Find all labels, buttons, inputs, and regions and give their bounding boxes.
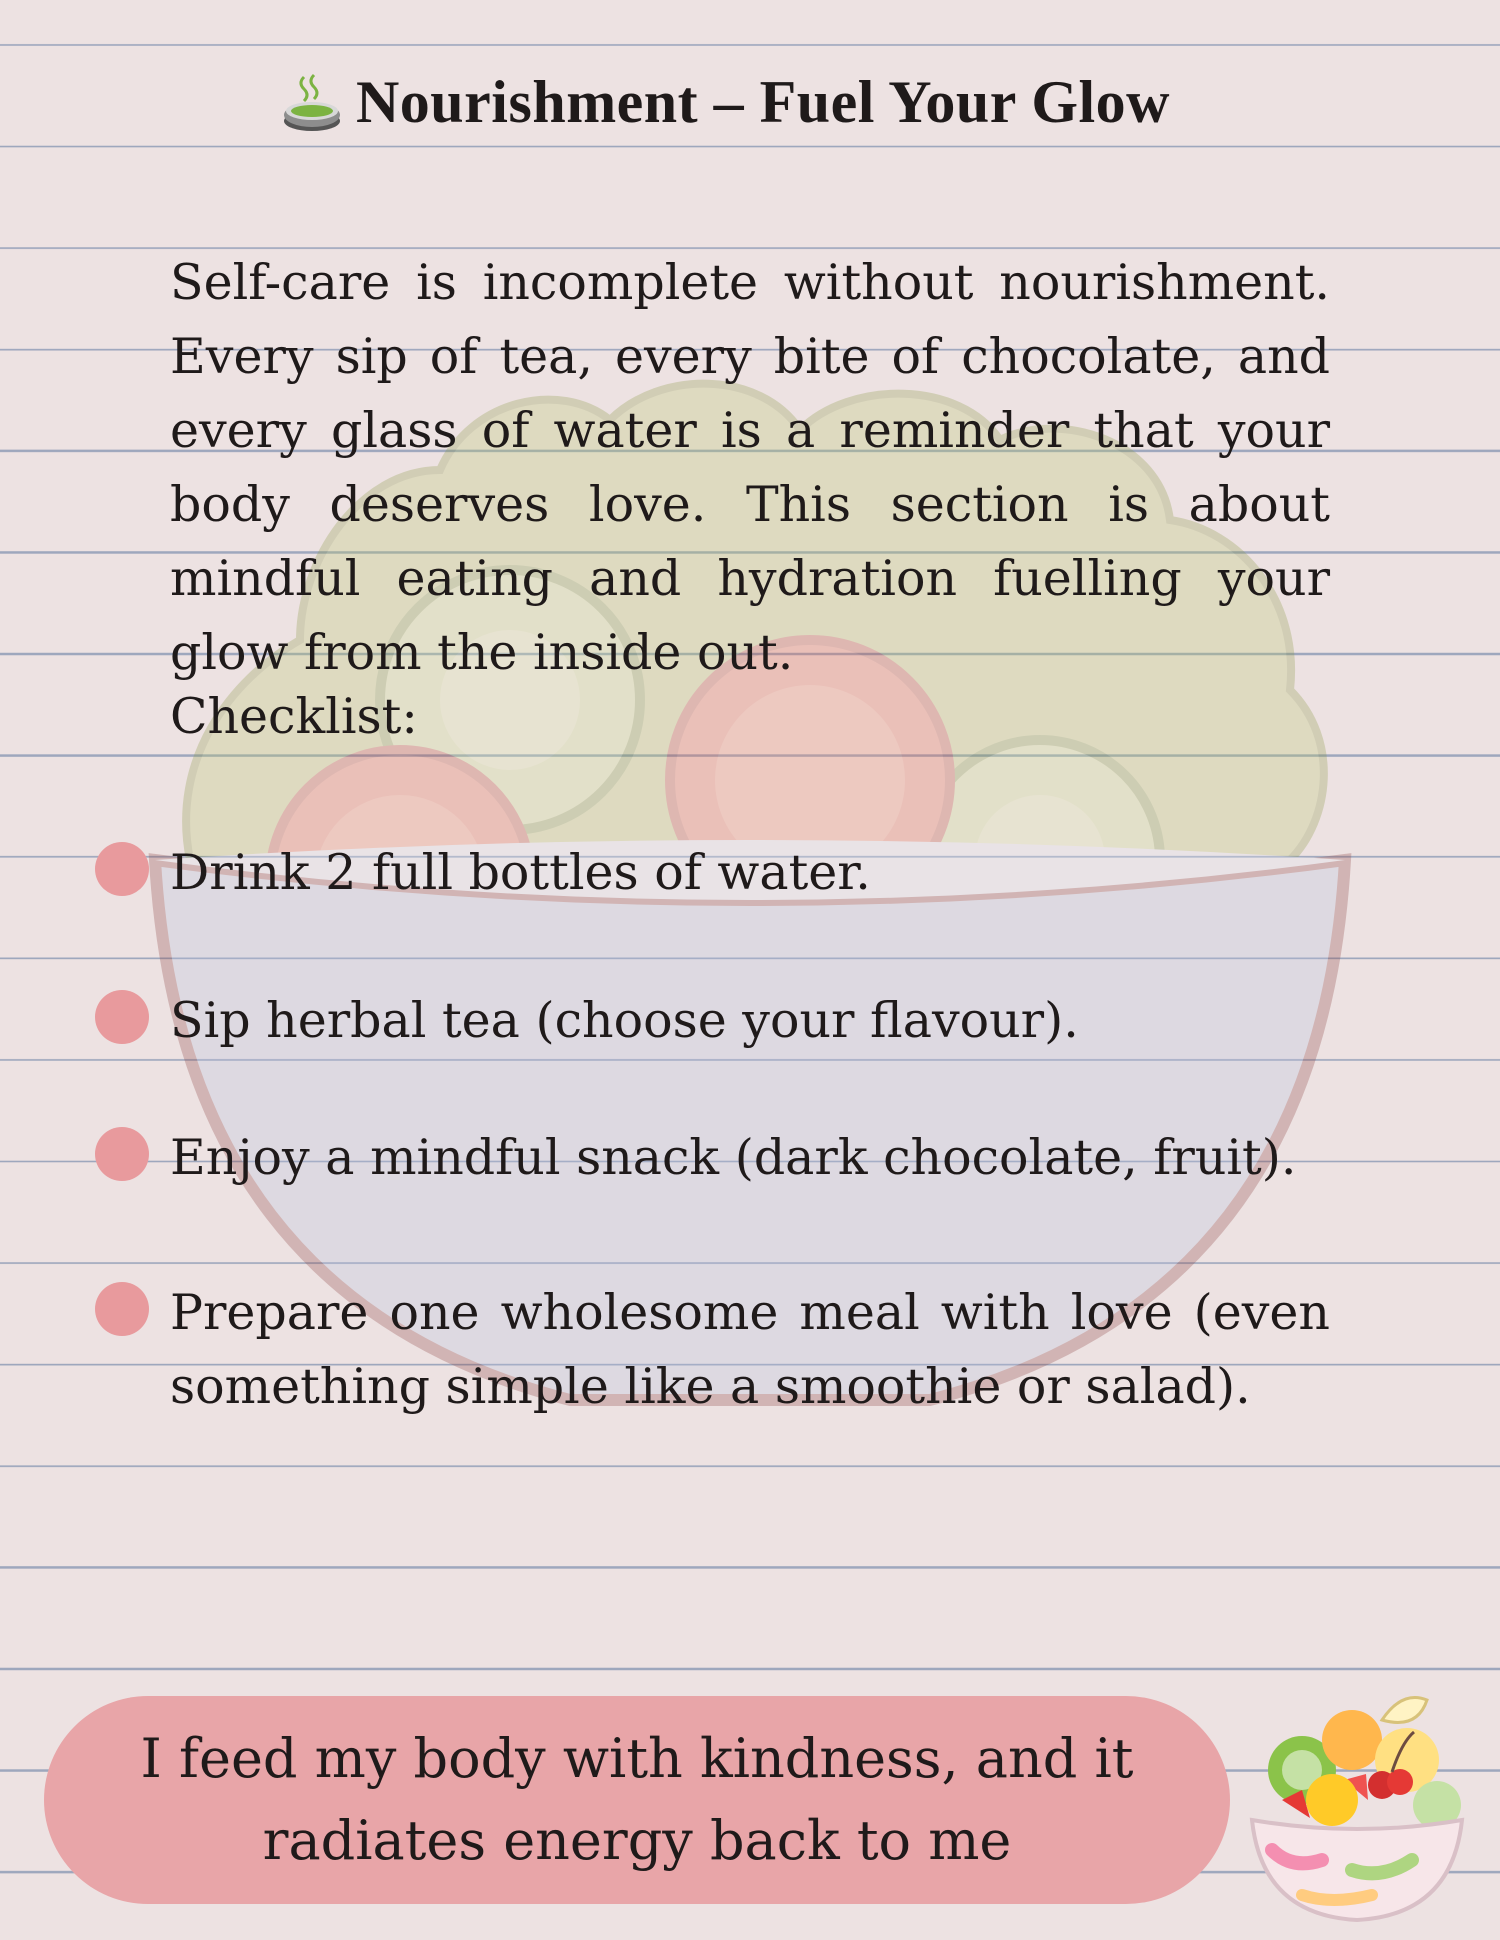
fruit-bowl-illustration xyxy=(1232,1680,1482,1930)
checklist-item xyxy=(95,836,1330,910)
intro-paragraph: Self-care is incomplete without nourishment. Every sip of tea, every bite of chocolate, and every glass of water is a reminder that your body deserves love. This section is about mindful eating and hydration fuelling your glow from the inside out. xyxy=(170,254,1330,681)
green-tea-icon xyxy=(280,71,344,135)
checkbox-bullet[interactable] xyxy=(95,1127,149,1181)
affirmation-banner xyxy=(44,1696,1230,1904)
checklist-item-label: Prepare one wholesome meal with love (even something simple like a smoothie or salad). xyxy=(170,1284,1330,1415)
page-title: Nourishment – Fuel Your Glow xyxy=(355,69,1171,135)
checkbox-bullet[interactable] xyxy=(95,990,149,1044)
checklist-item-label: Drink 2 full bottles of water. xyxy=(170,844,871,901)
checklist-item-label: Enjoy a mindful snack (dark chocolate, fruit). xyxy=(170,1129,1297,1186)
checklist-item xyxy=(95,1121,1330,1195)
checkbox-bullet[interactable] xyxy=(95,842,149,896)
checklist-item xyxy=(95,1276,1330,1424)
checklist-item xyxy=(95,984,1330,1058)
checkbox-bullet[interactable] xyxy=(95,1282,149,1336)
page-header xyxy=(0,68,1500,137)
checklist-item-label: Sip herbal tea (choose your flavour). xyxy=(170,992,1079,1049)
affirmation-text: I feed my body with kindness, and it radiates energy back to me xyxy=(140,1727,1134,1872)
checklist-heading: Checklist: xyxy=(170,688,418,745)
